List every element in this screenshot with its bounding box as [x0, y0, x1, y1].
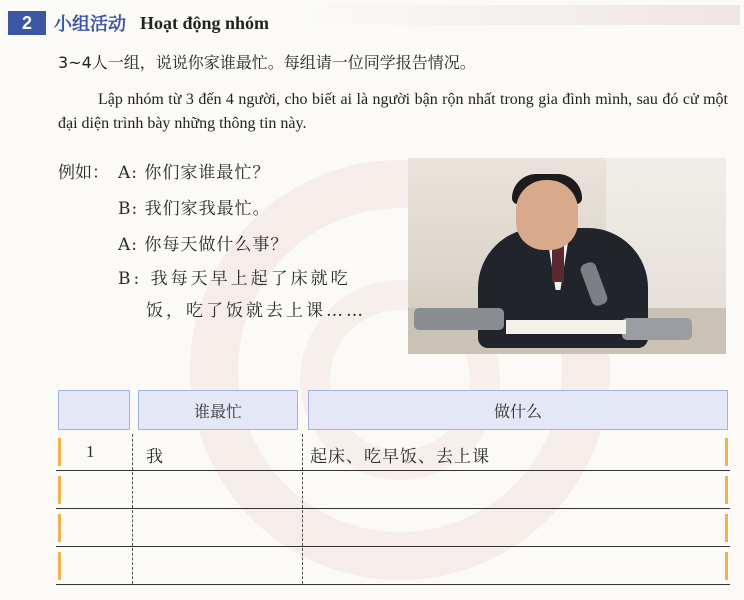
section-title-chinese: 小组活动	[54, 14, 126, 35]
column-divider	[132, 548, 133, 584]
dialogue-line: B: 我每天早上起了床就吃	[118, 269, 351, 289]
instruction-vietnamese: Lập nhóm từ 3 đến 4 người, cho biết ai là người bận rộn nhất trong gia đình mình, sau đó cử một đại diện trình bày những thông tin này.	[58, 91, 728, 132]
column-divider	[132, 434, 133, 470]
table-header-who: 谁最忙	[138, 390, 298, 430]
row-edge-left	[58, 476, 61, 504]
table-cell-number: 1	[86, 442, 95, 461]
table-cell-what: 起床、吃早饭、去上课	[310, 447, 490, 467]
row-edge-left	[58, 514, 61, 542]
telephone-icon	[622, 318, 692, 340]
dialogue-line: A: 你们家谁最忙？	[118, 163, 271, 183]
section-title-vietnamese: Hoạt động nhóm	[140, 12, 270, 33]
column-divider	[132, 472, 133, 508]
column-divider	[302, 434, 303, 470]
table-header	[56, 390, 730, 432]
section-header	[8, 10, 269, 36]
column-divider	[302, 472, 303, 508]
row-edge-left	[58, 438, 61, 466]
table-header-what: 做什么	[308, 390, 728, 430]
row-edge-right	[725, 552, 728, 580]
example-label: 例如：	[58, 163, 109, 183]
instruction-chinese: 3~4人一组，说说你家谁最忙。每组请一位同学报告情况。	[58, 53, 476, 72]
dialogue-line: 饭，吃了饭就去上课……	[146, 301, 366, 321]
row-edge-left	[58, 552, 61, 580]
column-divider	[132, 510, 133, 546]
table-cell-who: 我	[146, 447, 163, 467]
row-edge-right	[725, 476, 728, 504]
column-divider	[302, 510, 303, 546]
table-header-number	[58, 390, 130, 430]
activity-table	[56, 390, 730, 467]
section-number-badge: 2	[8, 11, 46, 35]
table-row	[56, 434, 730, 471]
row-edge-right	[725, 514, 728, 542]
table-row	[56, 472, 730, 509]
column-divider	[302, 548, 303, 584]
dialogue-line: B: 我们家我最忙。	[118, 199, 271, 219]
header-decoration	[300, 5, 740, 25]
row-edge-right	[725, 438, 728, 466]
photo-paper	[506, 320, 626, 334]
table-row	[56, 510, 730, 547]
photo-head	[516, 180, 578, 250]
telephone-icon	[414, 308, 504, 330]
dialogue-line: A: 你每天做什么事？	[118, 235, 289, 255]
table-row	[56, 548, 730, 585]
busy-man-on-phones-photo	[408, 158, 726, 354]
